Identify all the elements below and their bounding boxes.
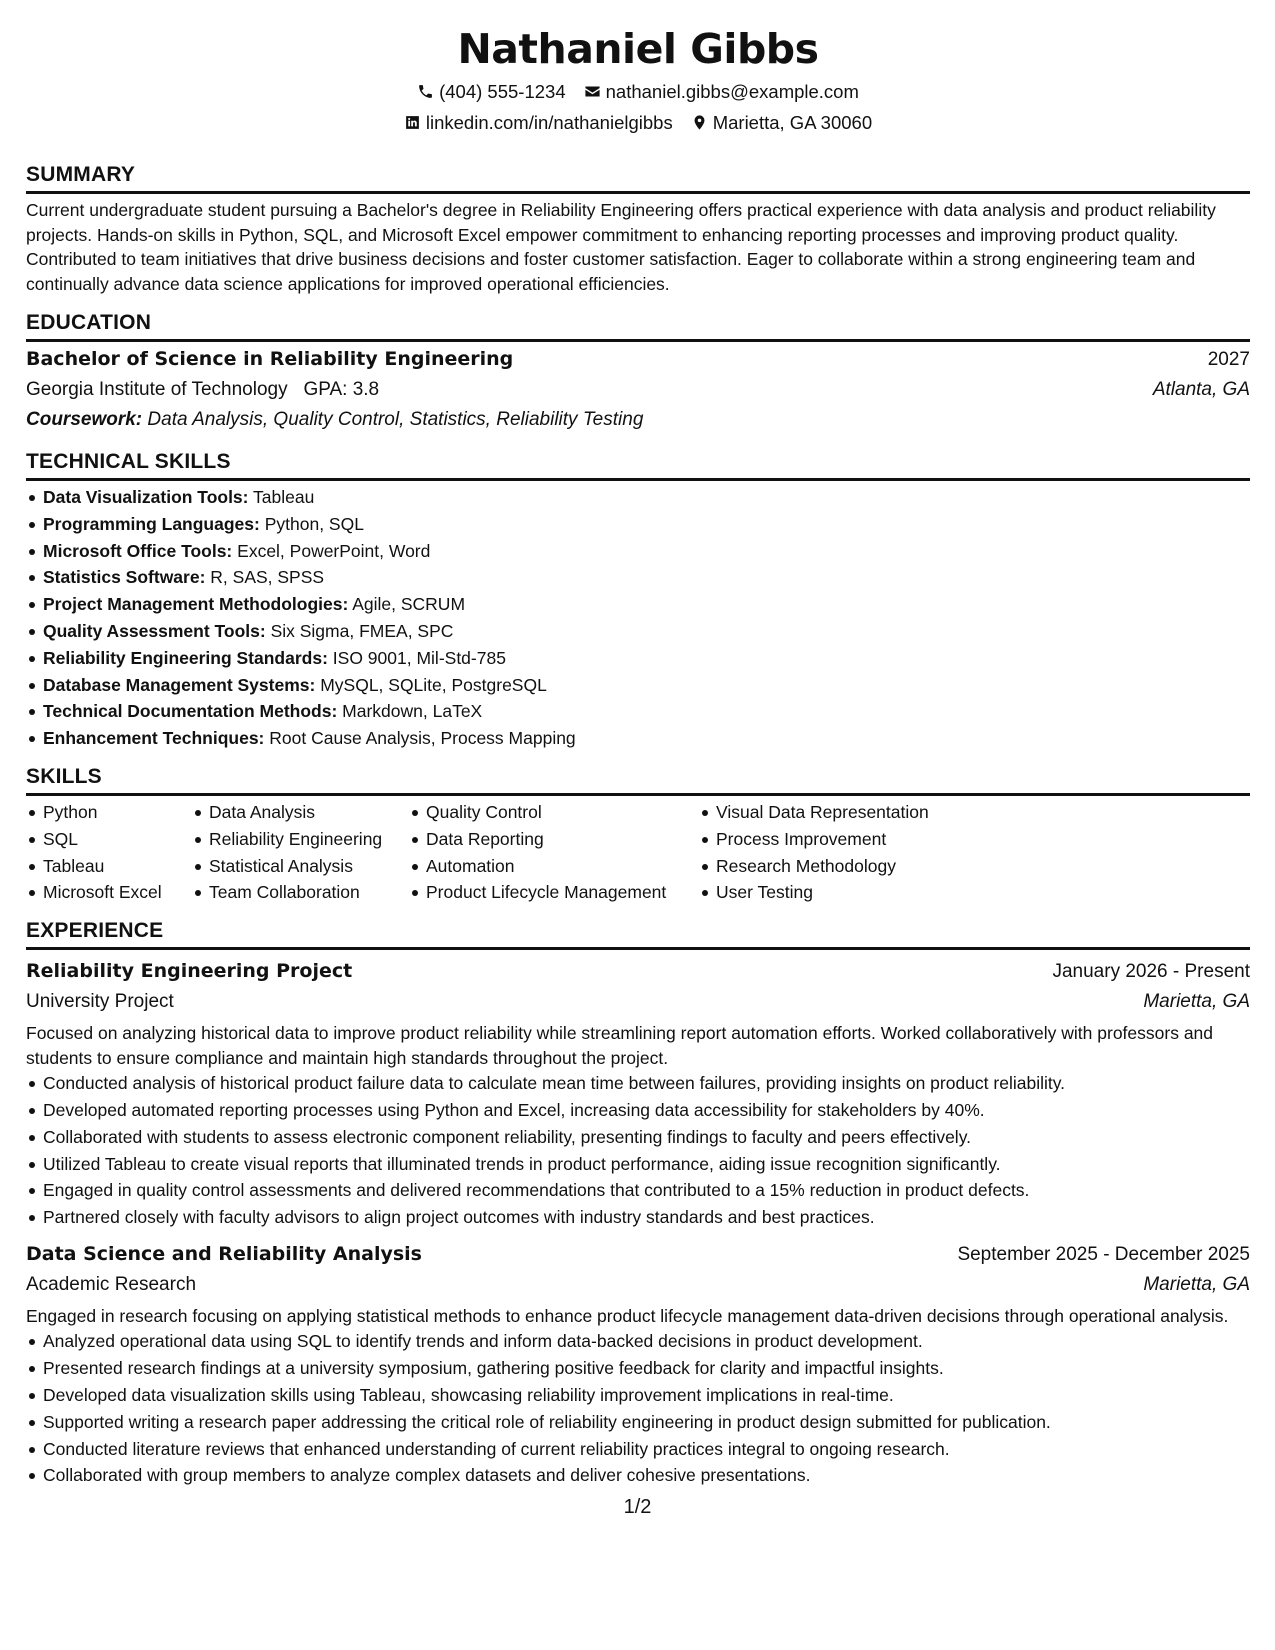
skill-item: Research Methodology — [699, 853, 959, 880]
location-text: Marietta, GA 30060 — [712, 112, 873, 133]
linkedin-text[interactable]: linkedin.com/in/nathanielgibbs — [425, 112, 673, 133]
technical-skill-value: Agile, SCRUM — [352, 594, 466, 615]
map-pin-icon — [691, 114, 708, 131]
summary-section — [26, 152, 1250, 296]
skill-item: Reliability Engineering — [192, 826, 409, 853]
technical-skills-section — [26, 439, 1250, 752]
technical-skill-value: Root Cause Analysis, Process Mapping — [269, 728, 576, 749]
technical-skill-value: Six Sigma, FMEA, SPC — [270, 620, 454, 641]
skills-grid — [26, 799, 1250, 906]
phone-text: (404) 555-1234 — [439, 81, 566, 102]
technical-skill-label: Programming Languages: — [43, 513, 260, 534]
experience-list — [26, 950, 1250, 1489]
job-entry — [26, 956, 1250, 1231]
linkedin-icon — [404, 114, 421, 131]
skill-item: Data Reporting — [409, 826, 699, 853]
technical-skill-item — [26, 564, 1250, 591]
technical-skill-value: Excel, PowerPoint, Word — [237, 540, 431, 561]
skills-column — [26, 799, 192, 906]
coursework — [26, 405, 1250, 435]
skill-item: Data Analysis — [192, 799, 409, 826]
technical-skill-label: Technical Documentation Methods: — [43, 701, 338, 722]
page-number: 1/2 — [623, 1496, 652, 1518]
technical-skill-item — [26, 618, 1250, 645]
school-location: Atlanta, GA — [1152, 379, 1250, 400]
skill-item: Statistical Analysis — [192, 853, 409, 880]
job-bullet: Analyzed operational data using SQL to identify trends and inform data-backed decisions in product development. — [26, 1328, 1250, 1355]
technical-skill-label: Data Visualization Tools: — [43, 487, 249, 507]
job-bullets — [26, 1328, 1250, 1489]
candidate-name: Nathaniel Gibbs — [457, 25, 819, 73]
skill-item: Visual Data Representation — [699, 799, 959, 826]
contact-location — [691, 107, 872, 138]
technical-skill-value: Tableau — [253, 487, 315, 507]
education-section — [26, 300, 1250, 435]
technical-skill-item — [26, 672, 1250, 699]
experience-section — [26, 908, 1250, 1489]
resume-page — [26, 22, 1250, 1489]
technical-skill-item — [26, 591, 1250, 618]
job-bullet: Conducted literature reviews that enhanced understanding of current reliability practices integral to ongoing research. — [26, 1436, 1250, 1463]
technical-skill-value: ISO 9001, Mil-Std-785 — [332, 647, 506, 668]
job-org: University Project — [26, 991, 174, 1013]
technical-skill-value: MySQL, SQLite, PostgreSQL — [320, 674, 547, 695]
technical-skill-item — [26, 484, 1250, 511]
job-bullet: Developed automated reporting processes using Python and Excel, increasing data accessibility for stakeholders by 40%. — [26, 1097, 1250, 1124]
gpa: GPA: 3.8 — [303, 379, 380, 400]
technical-skill-label: Enhancement Techniques: — [43, 728, 265, 749]
skill-item: Tableau — [26, 853, 192, 880]
skill-item: SQL — [26, 826, 192, 853]
section-title-technical-skills: TECHNICAL SKILLS — [26, 439, 1250, 481]
section-title-experience: EXPERIENCE — [26, 908, 1250, 950]
section-title-skills: SKILLS — [26, 754, 1250, 796]
skills-column — [699, 799, 959, 906]
envelope-icon — [584, 83, 601, 100]
job-bullet: Engaged in quality control assessments and delivered recommendations that contributed to a 15% reduction in product defects. — [26, 1177, 1250, 1204]
technical-skill-label: Statistics Software: — [43, 567, 206, 588]
coursework-list: Data Analysis, Quality Control, Statistics, Reliability Testing — [147, 409, 644, 430]
job-entry — [26, 1239, 1250, 1489]
job-org: Academic Research — [26, 1273, 197, 1295]
skill-item: User Testing — [699, 879, 959, 906]
job-org-row — [26, 1270, 1250, 1300]
technical-skill-item — [26, 645, 1250, 672]
job-bullet: Partnered closely with faculty advisors to align project outcomes with industry standards and best practices. — [26, 1204, 1250, 1231]
technical-skills-list — [26, 484, 1250, 752]
section-title-education: EDUCATION — [26, 300, 1250, 342]
technical-skill-label: Quality Assessment Tools: — [43, 620, 266, 641]
school-name: Georgia Institute of Technology — [26, 379, 288, 400]
job-title: Data Science and Reliability Analysis — [26, 1242, 422, 1265]
technical-skill-label: Project Management Methodologies: — [43, 594, 349, 615]
technical-skill-item — [26, 725, 1250, 752]
job-bullet: Collaborated with group members to analyze complex datasets and deliver cohesive presentations. — [26, 1462, 1250, 1489]
skill-item: Quality Control — [409, 799, 699, 826]
section-title-summary: SUMMARY — [26, 152, 1250, 194]
skill-item: Microsoft Excel — [26, 879, 192, 906]
education-row-degree — [26, 344, 1250, 375]
skill-item: Team Collaboration — [192, 879, 409, 906]
job-dates: September 2025 - December 2025 — [957, 1243, 1250, 1265]
job-location: Marietta, GA — [1143, 991, 1250, 1013]
contact-linkedin[interactable] — [404, 107, 673, 138]
job-dates: January 2026 - Present — [1052, 961, 1250, 983]
technical-skill-item — [26, 511, 1250, 538]
technical-skill-item — [26, 698, 1250, 725]
degree-year: 2027 — [1207, 349, 1250, 370]
technical-skill-value: R, SAS, SPSS — [210, 567, 325, 588]
skills-section — [26, 754, 1250, 906]
skills-column — [192, 799, 409, 906]
education-row-school — [26, 375, 1250, 405]
coursework-label: Coursework: — [26, 409, 143, 430]
phone-icon — [417, 83, 434, 100]
job-bullet: Supported writing a research paper addressing the critical role of reliability engineering in product design submitted for publication. — [26, 1409, 1250, 1436]
contact-row-2 — [26, 107, 1250, 138]
skill-item: Product Lifecycle Management — [409, 879, 699, 906]
job-description: Focused on analyzing historical data to improve product reliability while streamlining report automation efforts. Worked collaboratively with professors and students to ensure compliance and maintain high standards throughout the project. — [26, 1023, 1214, 1068]
skill-item: Automation — [409, 853, 699, 880]
job-bullet: Collaborated with students to assess electronic component reliability, presenting findings to faculty and peers effectively. — [26, 1124, 1250, 1151]
degree-title: Bachelor of Science in Reliability Engineering — [26, 348, 514, 370]
skill-item: Process Improvement — [699, 826, 959, 853]
job-description: Engaged in research focusing on applying statistical methods to enhance product lifecycle management data-driven decisions through operational analysis. — [26, 1305, 1229, 1326]
contact-email[interactable] — [584, 76, 859, 107]
job-bullets — [26, 1070, 1250, 1231]
job-header-row — [26, 956, 1250, 987]
skill-item: Python — [26, 799, 192, 826]
job-org-row — [26, 987, 1250, 1017]
job-bullet: Developed data visualization skills using Tableau, showcasing reliability improvement implications in real-time. — [26, 1382, 1250, 1409]
technical-skill-value: Python, SQL — [264, 513, 364, 534]
school-info — [26, 375, 379, 405]
email-text[interactable]: nathaniel.gibbs@example.com — [605, 81, 859, 102]
job-header-row — [26, 1239, 1250, 1270]
job-location: Marietta, GA — [1143, 1273, 1250, 1295]
job-title: Reliability Engineering Project — [26, 960, 353, 983]
technical-skill-value: Markdown, LaTeX — [342, 701, 483, 722]
contact-row-1 — [26, 76, 1250, 107]
contact-phone — [417, 76, 566, 107]
technical-skill-item — [26, 538, 1250, 565]
skills-column — [409, 799, 699, 906]
technical-skill-label: Reliability Engineering Standards: — [43, 647, 328, 668]
job-bullet: Utilized Tableau to create visual reports that illuminated trends in product performance, aiding issue recognition significantly. — [26, 1151, 1250, 1178]
resume-header — [26, 22, 1250, 138]
summary-text: Current undergraduate student pursuing a Bachelor's degree in Reliability Engineering offers practical experience with data analysis and product reliability projects. Hands-on skills in Python, SQL, and Microsoft Excel empower commitment to enhancing reporting processes and improving product quality. Contributed to team initiatives that drive business decisions and foster customer satisfaction. Eager to collaborate within a strong engineering team and continually advance data science applications for improved operational efficiencies. — [26, 200, 1216, 294]
job-bullet: Conducted analysis of historical product failure data to calculate mean time between failures, providing insights on product reliability. — [26, 1070, 1250, 1097]
job-bullet: Presented research findings at a university symposium, gathering positive feedback for clarity and impactful insights. — [26, 1355, 1250, 1382]
technical-skill-label: Database Management Systems: — [43, 674, 316, 695]
technical-skill-label: Microsoft Office Tools: — [43, 540, 233, 561]
